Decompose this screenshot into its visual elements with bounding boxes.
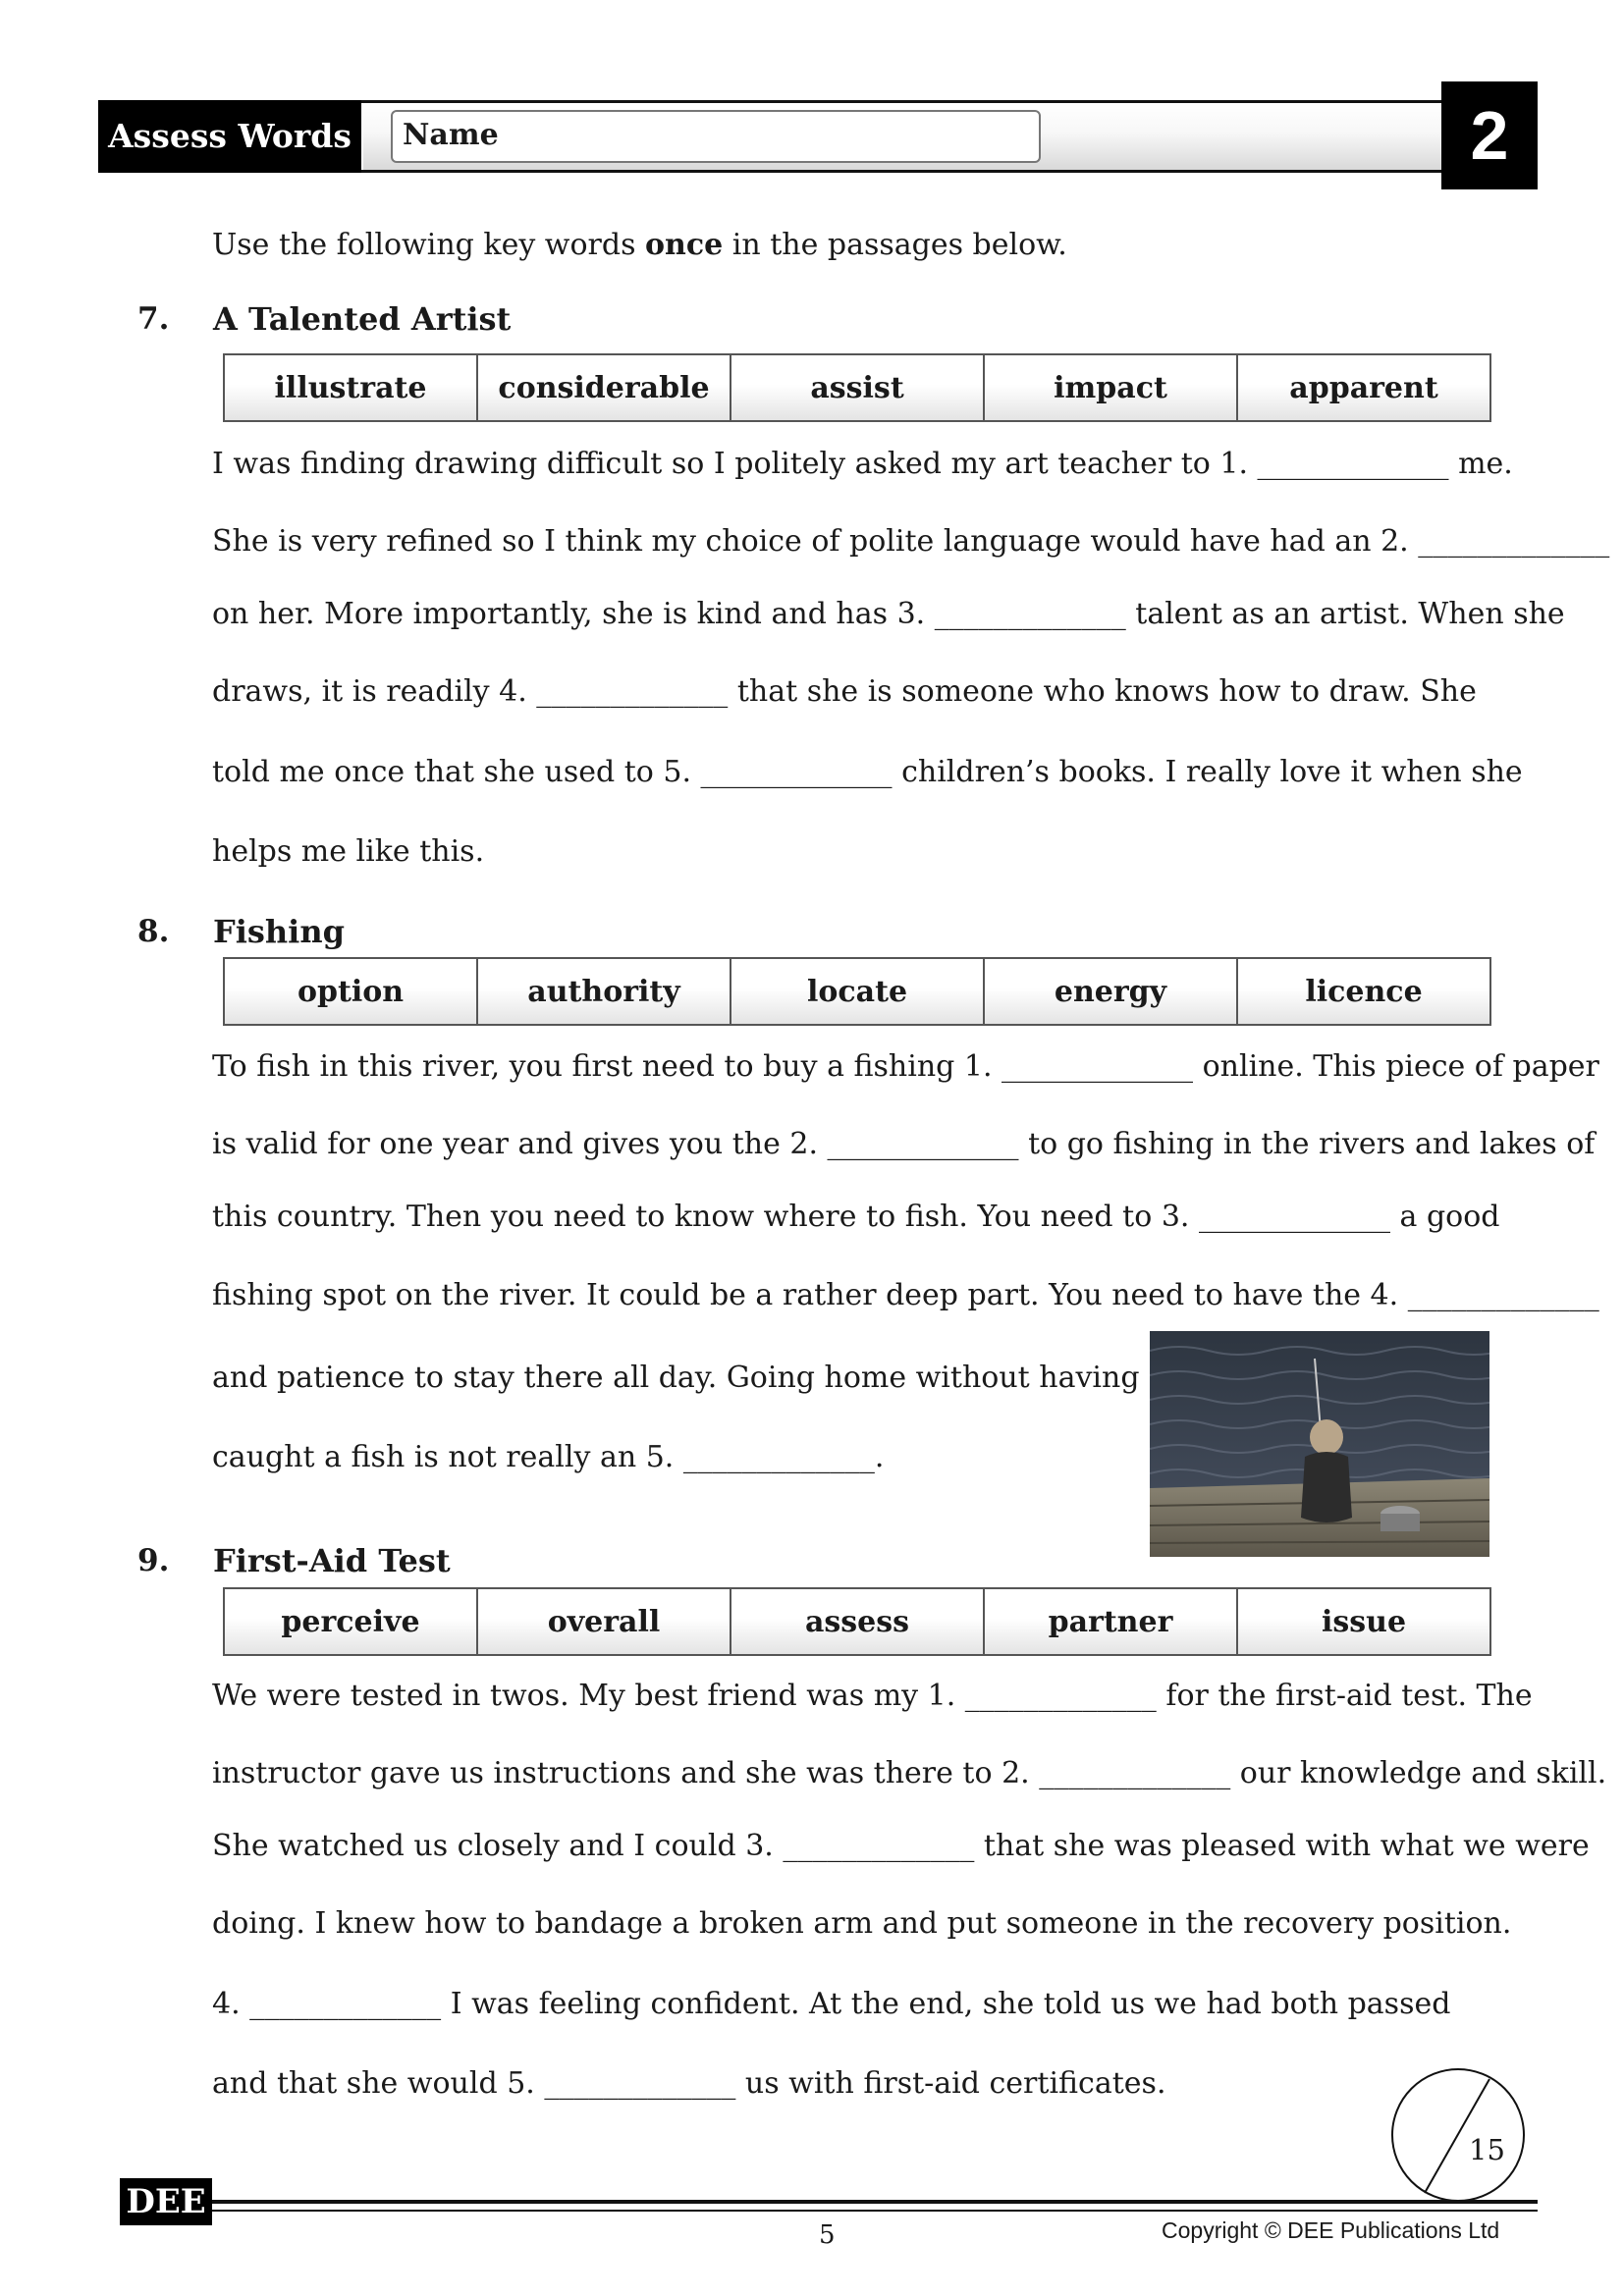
section-title: First-Aid Test (213, 1542, 451, 1579)
passage-line: caught a fish is not really an 5. _____________. (212, 1440, 885, 1474)
key-word: locate (731, 958, 984, 1025)
instruction: Use the following key words once in the passages below. (212, 228, 1067, 262)
key-word: illustrate (224, 354, 477, 421)
key-word: perceive (224, 1588, 477, 1655)
key-word: apparent (1237, 354, 1490, 421)
section-number: 9. (137, 1543, 170, 1578)
key-word: assess (731, 1588, 984, 1655)
passage-line: on her. More importantly, she is kind and has 3. _____________ talent as an artist. When she (212, 597, 1565, 631)
key-word: overall (477, 1588, 731, 1655)
passage-line: fishing spot on the river. It could be a rather deep part. You need to have the 4. _____________ (212, 1278, 1599, 1312)
key-word: partner (984, 1588, 1237, 1655)
passage-line: doing. I knew how to bandage a broken arm and put someone in the recovery position. (212, 1906, 1512, 1941)
name-label: Name (403, 118, 499, 152)
passage-line: told me once that she used to 5. _____________ children’s books. I really love it when she (212, 755, 1523, 789)
copyright: Copyright © DEE Publications Ltd (1162, 2217, 1500, 2243)
footer-rule (212, 2210, 1538, 2212)
section-number: 7. (137, 301, 170, 337)
passage-line: 4. _____________ I was feeling confident. At the end, she told us we had both passed (212, 1987, 1451, 2021)
passage-line: instructor gave us instructions and she was there to 2. _____________ our knowledge and skill. (212, 1756, 1607, 1790)
passage-line: helps me like this. (212, 834, 485, 869)
passage-line: is valid for one year and gives you the 2. _____________ to go fishing in the rivers and lakes of (212, 1127, 1596, 1161)
key-word: energy (984, 958, 1237, 1025)
fishing-photo (1150, 1331, 1489, 1557)
word-box (223, 1587, 1491, 1656)
passage-line: We were tested in twos. My best friend was my 1. _____________ for the first-aid test. The (212, 1679, 1533, 1713)
passage-line: She is very refined so I think my choice of polite language would have had an 2. _____________ (212, 524, 1610, 559)
section-title: Fishing (213, 913, 345, 950)
worksheet-title: Assess Words 8 (98, 100, 361, 173)
passage-line: and that she would 5. _____________ us with first-aid certificates. (212, 2066, 1166, 2101)
key-word: authority (477, 958, 731, 1025)
passage-line: To fish in this river, you first need to buy a fishing 1. _____________ online. This piece of paper (212, 1049, 1599, 1084)
key-word: considerable (477, 354, 731, 421)
key-word: option (224, 958, 477, 1025)
footer-rule (212, 2200, 1538, 2204)
passage-line: this country. Then you need to know where to fish. You need to 3. _____________ a good (212, 1200, 1500, 1234)
word-box (223, 353, 1491, 422)
passage-line: and patience to stay there all day. Going home without having (212, 1361, 1140, 1395)
passage-line: I was finding drawing difficult so I politely asked my art teacher to 1. _____________ me. (212, 447, 1513, 481)
section-title: A Talented Artist (213, 300, 512, 338)
key-word: licence (1237, 958, 1490, 1025)
word-box (223, 957, 1491, 1026)
worksheet-number: 2 (1441, 81, 1538, 189)
score-total: 15 (1469, 2133, 1505, 2166)
publisher-logo: DEE (120, 2178, 212, 2225)
footer-page-number: 5 (819, 2220, 836, 2250)
passage-line: She watched us closely and I could 3. _____________ that she was pleased with what we were (212, 1829, 1590, 1863)
passage-line: draws, it is readily 4. _____________ that she is someone who knows how to draw. She (212, 674, 1477, 709)
key-word: issue (1237, 1588, 1490, 1655)
key-word: assist (731, 354, 984, 421)
section-number: 8. (137, 914, 170, 949)
key-word: impact (984, 354, 1237, 421)
